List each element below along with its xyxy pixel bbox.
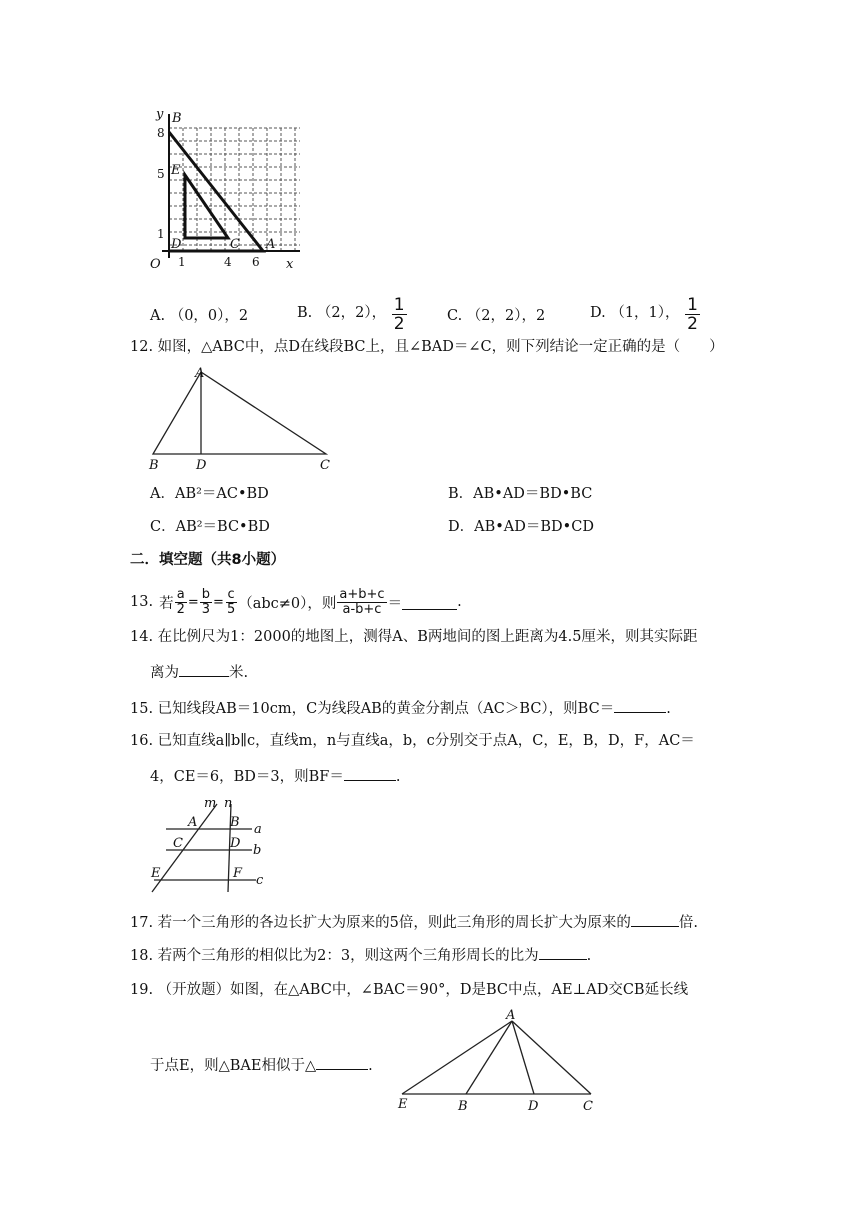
fig-label-b: B (149, 458, 159, 473)
q12-option-a: A．AB²＝AC•BD (150, 486, 269, 502)
fig-label-a: A (506, 1008, 516, 1023)
question-text: 已知直线a∥b∥c，直线m，n与直线a，b，c分别交于点A，C，E，B，D，F，AC＝ (157, 733, 695, 749)
q11-option-c (447, 306, 545, 326)
fig-label-c: C (320, 458, 330, 473)
question-text: 如图，△ABC中，点D在线段BC上，且∠BAD＝∠C，则下列结论一定正确的是（ ） (157, 339, 724, 355)
answer-blank[interactable] (631, 912, 679, 927)
q11-option-a (150, 306, 248, 326)
q16-line1 (130, 731, 695, 751)
question-text: 倍. (678, 915, 699, 931)
question-number: 15. (130, 701, 154, 717)
option-label: B. (297, 304, 313, 321)
question-text: 米. (229, 665, 249, 681)
question-text: 于点E，则△BAE相似于△ (150, 1058, 317, 1074)
equals-sign: ＝ (387, 595, 403, 612)
answer-blank[interactable] (179, 662, 229, 677)
fig-label-f: F (233, 866, 243, 881)
option-text: （1，1）， (610, 304, 680, 321)
q12-stem (130, 337, 724, 357)
q17 (130, 912, 698, 933)
fig-label-d: D (528, 1099, 539, 1114)
question-number: 14. (130, 629, 154, 645)
graph-y-tick: 5 (157, 167, 165, 181)
question-number: 19. (130, 982, 154, 998)
graph-label-c: C (230, 237, 240, 252)
fig-label-a: A (195, 366, 205, 381)
q11-options (150, 296, 770, 336)
option-fraction: $\frac{1}{2}$ (393, 295, 405, 334)
option-text: （2，2）， (316, 304, 387, 321)
option-label: A. (150, 308, 166, 324)
fig-label-a: A (188, 815, 198, 830)
question-number: 17. (130, 915, 154, 931)
question-number: 12. (130, 339, 154, 355)
question-text: 离为 (150, 665, 179, 681)
fig-label-m: m (204, 796, 217, 811)
fig-label-e: E (151, 866, 161, 881)
question-number: 18. (130, 948, 154, 964)
option-fraction: $\frac{1}{2}$ (687, 295, 698, 334)
answer-blank[interactable] (316, 1055, 368, 1070)
graph-label-e: E (171, 163, 181, 178)
fraction-a-over-2: $\frac{a}{2}$ (176, 586, 185, 617)
fig-label-c: C (173, 836, 183, 851)
period: . (368, 1058, 373, 1074)
question-text: 已知线段AB＝10cm，C为线段AB的黄金分割点（AC＞BC），则BC＝ (157, 701, 615, 717)
graph-label-d: D (171, 237, 182, 252)
graph-x-tick: 4 (224, 255, 232, 269)
question-text: 若 (159, 595, 174, 612)
fig-label-c: C (583, 1099, 593, 1114)
q19-triangle-figure (395, 1006, 605, 1116)
q19-line1 (130, 980, 688, 1000)
q14-line1 (130, 627, 697, 647)
answer-blank[interactable] (402, 595, 457, 610)
q11-option-d (590, 296, 701, 333)
q18 (130, 945, 591, 966)
option-text: （0，0），2 (169, 308, 249, 324)
q11-coordinate-graph (140, 108, 310, 276)
graph-y-tick: 8 (157, 126, 165, 140)
q11-option-b (297, 296, 408, 333)
option-text: （2，2），2 (466, 308, 546, 324)
question-number: 16. (130, 733, 154, 749)
period: . (666, 701, 671, 717)
graph-axis-y: y (156, 108, 164, 122)
fig-label-d: D (196, 458, 207, 473)
fig-label-b: B (458, 1099, 468, 1114)
fig-label-n: n (224, 796, 233, 811)
question-text: 在比例尺为1：2000的地图上，测得A、B两地间的图上距离为4.5厘米，则其实际距 (157, 629, 698, 645)
question-number: 13. (130, 594, 154, 610)
period: . (395, 769, 401, 785)
graph-origin: O (150, 257, 161, 272)
fig-label-d: D (230, 836, 241, 851)
graph-axis-x: x (286, 257, 294, 272)
q15 (130, 698, 671, 719)
option-label: C. (447, 308, 463, 324)
q19-line2 (150, 1055, 373, 1076)
q12-option-b: B．AB•AD＝BD•BC (448, 486, 593, 502)
fraction-b-over-3: $\frac{b}{3}$ (201, 586, 211, 617)
graph-label-a: A (266, 237, 276, 252)
q13: 13. 若 $\frac{a}{2}$ = $\frac{b}{3}$ = $\frac{c}{5}$ （abc≠0），则 $\frac{a+b+c}{a-b+c}$ ＝ . (130, 586, 462, 617)
fig-label-line-c: c (256, 873, 264, 888)
answer-blank[interactable] (344, 766, 396, 781)
graph-x-tick: 6 (252, 255, 260, 269)
period: . (586, 948, 592, 964)
question-text: 若两个三角形的相似比为2：3，则这两个三角形周长的比为 (157, 948, 539, 964)
option-label: D. (590, 304, 606, 321)
condition-text: （abc≠0），则 (238, 595, 337, 612)
fig-label-line-b: b (253, 843, 262, 858)
q16-line2 (150, 766, 400, 787)
graph-label-b: B (172, 111, 182, 126)
fraction-c-over-5: $\frac{c}{5}$ (226, 586, 236, 617)
graph-x-tick: 1 (178, 255, 186, 269)
answer-blank[interactable] (614, 698, 666, 713)
q12-option-c: C．AB²＝BC•BD (150, 519, 270, 535)
question-text: 若一个三角形的各边长扩大为原来的5倍，则此三角形的周长扩大为原来的 (157, 915, 631, 931)
q16-parallel-lines-figure (140, 796, 280, 900)
graph-y-tick: 1 (157, 227, 165, 241)
fig-label-line-a: a (254, 822, 262, 837)
answer-blank[interactable] (539, 945, 587, 960)
q12-option-d: D．AB•AD＝BD•CD (448, 519, 594, 535)
section-title: 二．填空题（共8小题） (130, 552, 286, 568)
q14-line2 (150, 662, 248, 683)
fig-label-e: E (398, 1097, 408, 1112)
fig-label-b: B (230, 815, 240, 830)
question-text: （开放题）如图，在△ABC中，∠BAC＝90°，D是BC中点，AE⊥AD交CB延长线 (157, 982, 689, 998)
period: . (457, 594, 462, 610)
q12-triangle-figure (140, 364, 340, 474)
fraction-target: $\frac{a+b+c}{a-b+c}$ (339, 586, 385, 617)
question-text: 4，CE＝6，BD＝3，则BF＝ (150, 769, 344, 785)
